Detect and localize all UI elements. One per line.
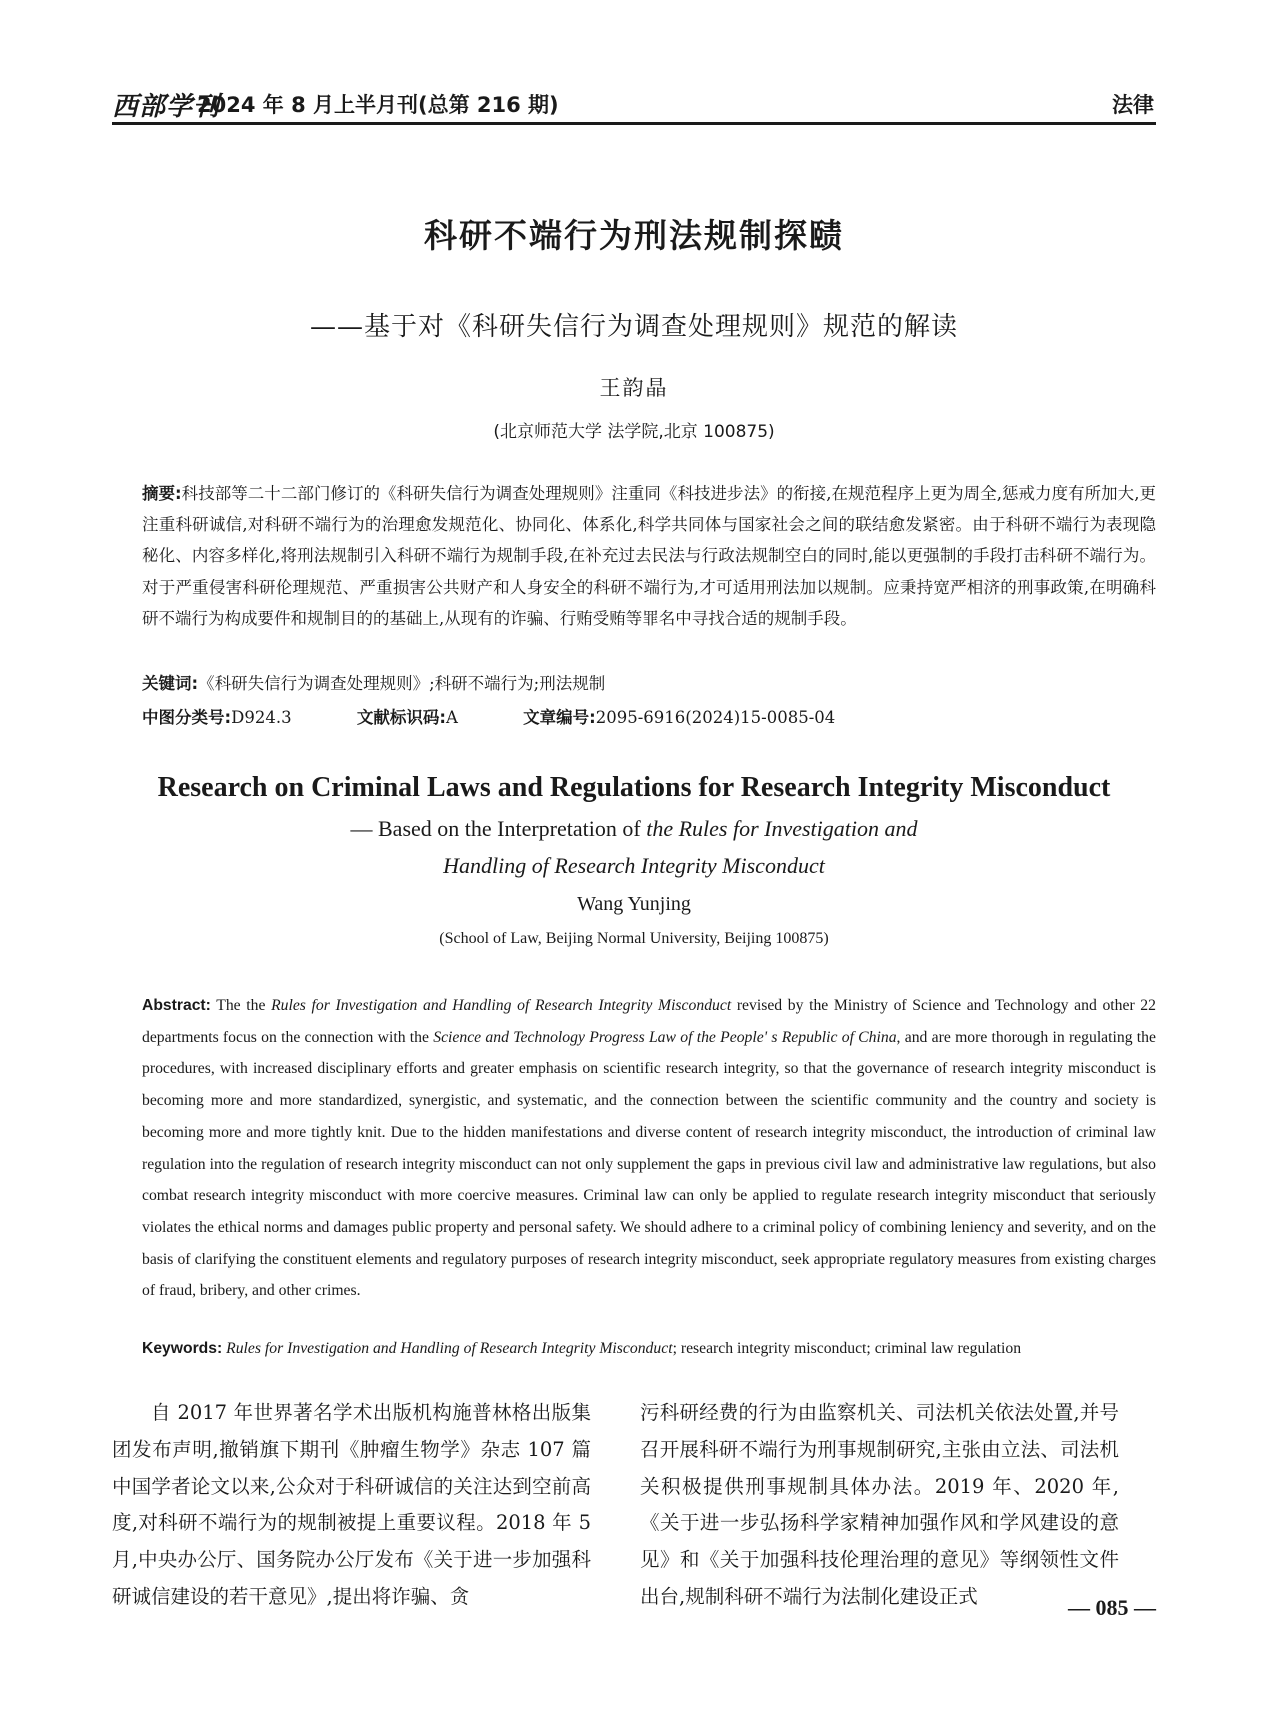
en-abstract-label: Abstract:: [142, 997, 211, 1014]
en-subtitle-line-2: Handling of Research Integrity Misconduct: [443, 853, 825, 878]
en-title: Research on Criminal Laws and Regulations for Research Integrity Misconduct: [157, 772, 1111, 803]
cn-abstract-label: 摘要:: [142, 484, 182, 503]
header-rule: [112, 122, 1156, 125]
article-no-label: 文章编号:: [523, 708, 596, 727]
journal-logo: 西部学刊: [112, 92, 221, 122]
clc-label: 中图分类号:: [142, 708, 232, 727]
body-column-right: 污科研经费的行为由监察机关、司法机关依法处置,并号召开展科研不端行为刑事规制研究,主张由立法、司法机关积极提供刑事规制具体办法。2019 年、2020 年,《关于进一步弘扬科学家精神加强作风和学风建设的意见》和《关于加强科技伦理治理的意见》等纲领性文件出台,规制科研不端行为法制化建设正式: [640, 1401, 1119, 1608]
cn-keywords-text: 《科研失信行为调查处理规则》;科研不端行为;刑法规制: [198, 674, 606, 693]
cn-author: 王韵晶: [599, 376, 669, 400]
en-subtitle-prefix: — Based on the Interpretation of: [350, 816, 647, 841]
cn-subtitle: ——基于对《科研失信行为调查处理规则》规范的解读: [309, 312, 958, 342]
en-keywords-label: Keywords:: [142, 1340, 223, 1357]
issue-info: 2024 年 8 月上半月刊(总第 216 期): [197, 93, 559, 117]
cn-keywords-label: 关键词:: [142, 674, 199, 693]
en-abstract-part-2: revised by the Ministry of Science and Technology and other 22 departments focus on the connection with the: [142, 997, 1156, 1046]
clc-item: [142, 708, 292, 727]
doc-code-value: A: [445, 708, 458, 727]
cn-keywords: [142, 670, 605, 694]
en-keywords: [142, 1340, 1156, 1358]
section-label: 法律: [1112, 93, 1154, 117]
en-author: Wang Yunjing: [577, 893, 691, 915]
en-abstract-italic-1: Rules for Investigation and Handling of Research Integrity Misconduct: [271, 997, 732, 1014]
en-abstract-part-4: , and are more thorough in regulating the procedures, with increased disciplinary efforts and greater emphasis on scientific research integrity, so that the governance of research integrity misconduct is becoming more and more standardized, synergistic, and systematic, and the connection between the scientific community and the country and society is becoming more and more tightly knit. Due to the hidden manifestations and diverse content of research integrity misconduct, the introduction of criminal law regulation into the regulation of research integrity misconduct can not only supplement the gaps in previous civil law and administrative law regulations, but also combat research integrity misconduct with more coercive measures. Criminal law can only be applied to regulate research integrity misconduct that seriously violates the ethical norms and damages public property and personal safety. We should adhere to a criminal policy of combining leniency and severity, and on the basis of clarifying the constituent elements and regulatory purposes of research integrity misconduct, seek appropriate regulatory measures from existing charges of fraud, bribery, and other crimes.: [142, 1028, 1156, 1300]
clc-value: D924.3: [231, 708, 292, 727]
en-affiliation: (School of Law, Beijing Normal University, Beijing 100875): [439, 930, 829, 947]
en-subtitle-italic-1: the Rules for Investigation and: [646, 816, 918, 841]
cn-abstract-text: 科技部等二十二部门修订的《科研失信行为调查处理规则》注重同《科技进步法》的衔接,在规范程序上更为周全,惩戒力度有所加大,更注重科研诚信,对科研不端行为的治理愈发规范化、协同化、体系化,科学共同体与国家社会之间的联结愈发紧密。由于科研不端行为表现隐秘化、内容多样化,将刑法规制引入科研不端行为规制手段,在补充过去民法与行政法规制空白的同时,能以更强制的手段打击科研不端行为。对于严重侵害科研伦理规范、严重损害公共财产和人身安全的科研不端行为,才可适用刑法加以规制。应秉持宽严相济的刑事政策,在明确科研不端行为构成要件和规制目的的基础上,从现有的诈骗、行贿受贿等罪名中寻找合适的规制手段。: [142, 484, 1156, 628]
article-no-value: 2095-6916(2024)15-0085-04: [595, 708, 836, 727]
cn-abstract: [142, 478, 1156, 634]
en-keywords-italic: Rules for Investigation and Handling of Research Integrity Misconduct: [226, 1340, 673, 1357]
en-abstract-pre: The the: [216, 997, 272, 1014]
doc-code-label: 文献标识码:: [356, 708, 446, 727]
cn-title: 科研不端行为刑法规制探赜: [424, 216, 844, 255]
en-abstract: [142, 990, 1156, 1307]
en-abstract-italic-2: Science and Technology Progress Law of the People' s Republic of China: [433, 1028, 897, 1046]
cn-affiliation: (北京师范大学 法学院,北京 100875): [493, 422, 775, 442]
page-number: — 085 —: [1068, 1595, 1156, 1620]
body-column-left: 自 2017 年世界著名学术出版机构施普林格出版集团发布声明,撤销旗下期刊《肿瘤生物学》杂志 107 篇中国学者论文以来,公众对于科研诚信的关注达到空前高度,对科研不端行为的规制被提上重要议程。2018 年 5 月,中央办公厅、国务院办公厅发布《关于进一步加强科研诚信建设的若干意见》,提出将诈骗、贪: [112, 1401, 591, 1608]
en-keywords-rest: ; research integrity misconduct; criminal law regulation: [672, 1340, 1022, 1357]
article-no-item: [523, 708, 835, 727]
en-subtitle-line-1: [0, 816, 1268, 842]
doc-code-item: [357, 708, 458, 727]
cn-meta-line: [142, 704, 1156, 728]
